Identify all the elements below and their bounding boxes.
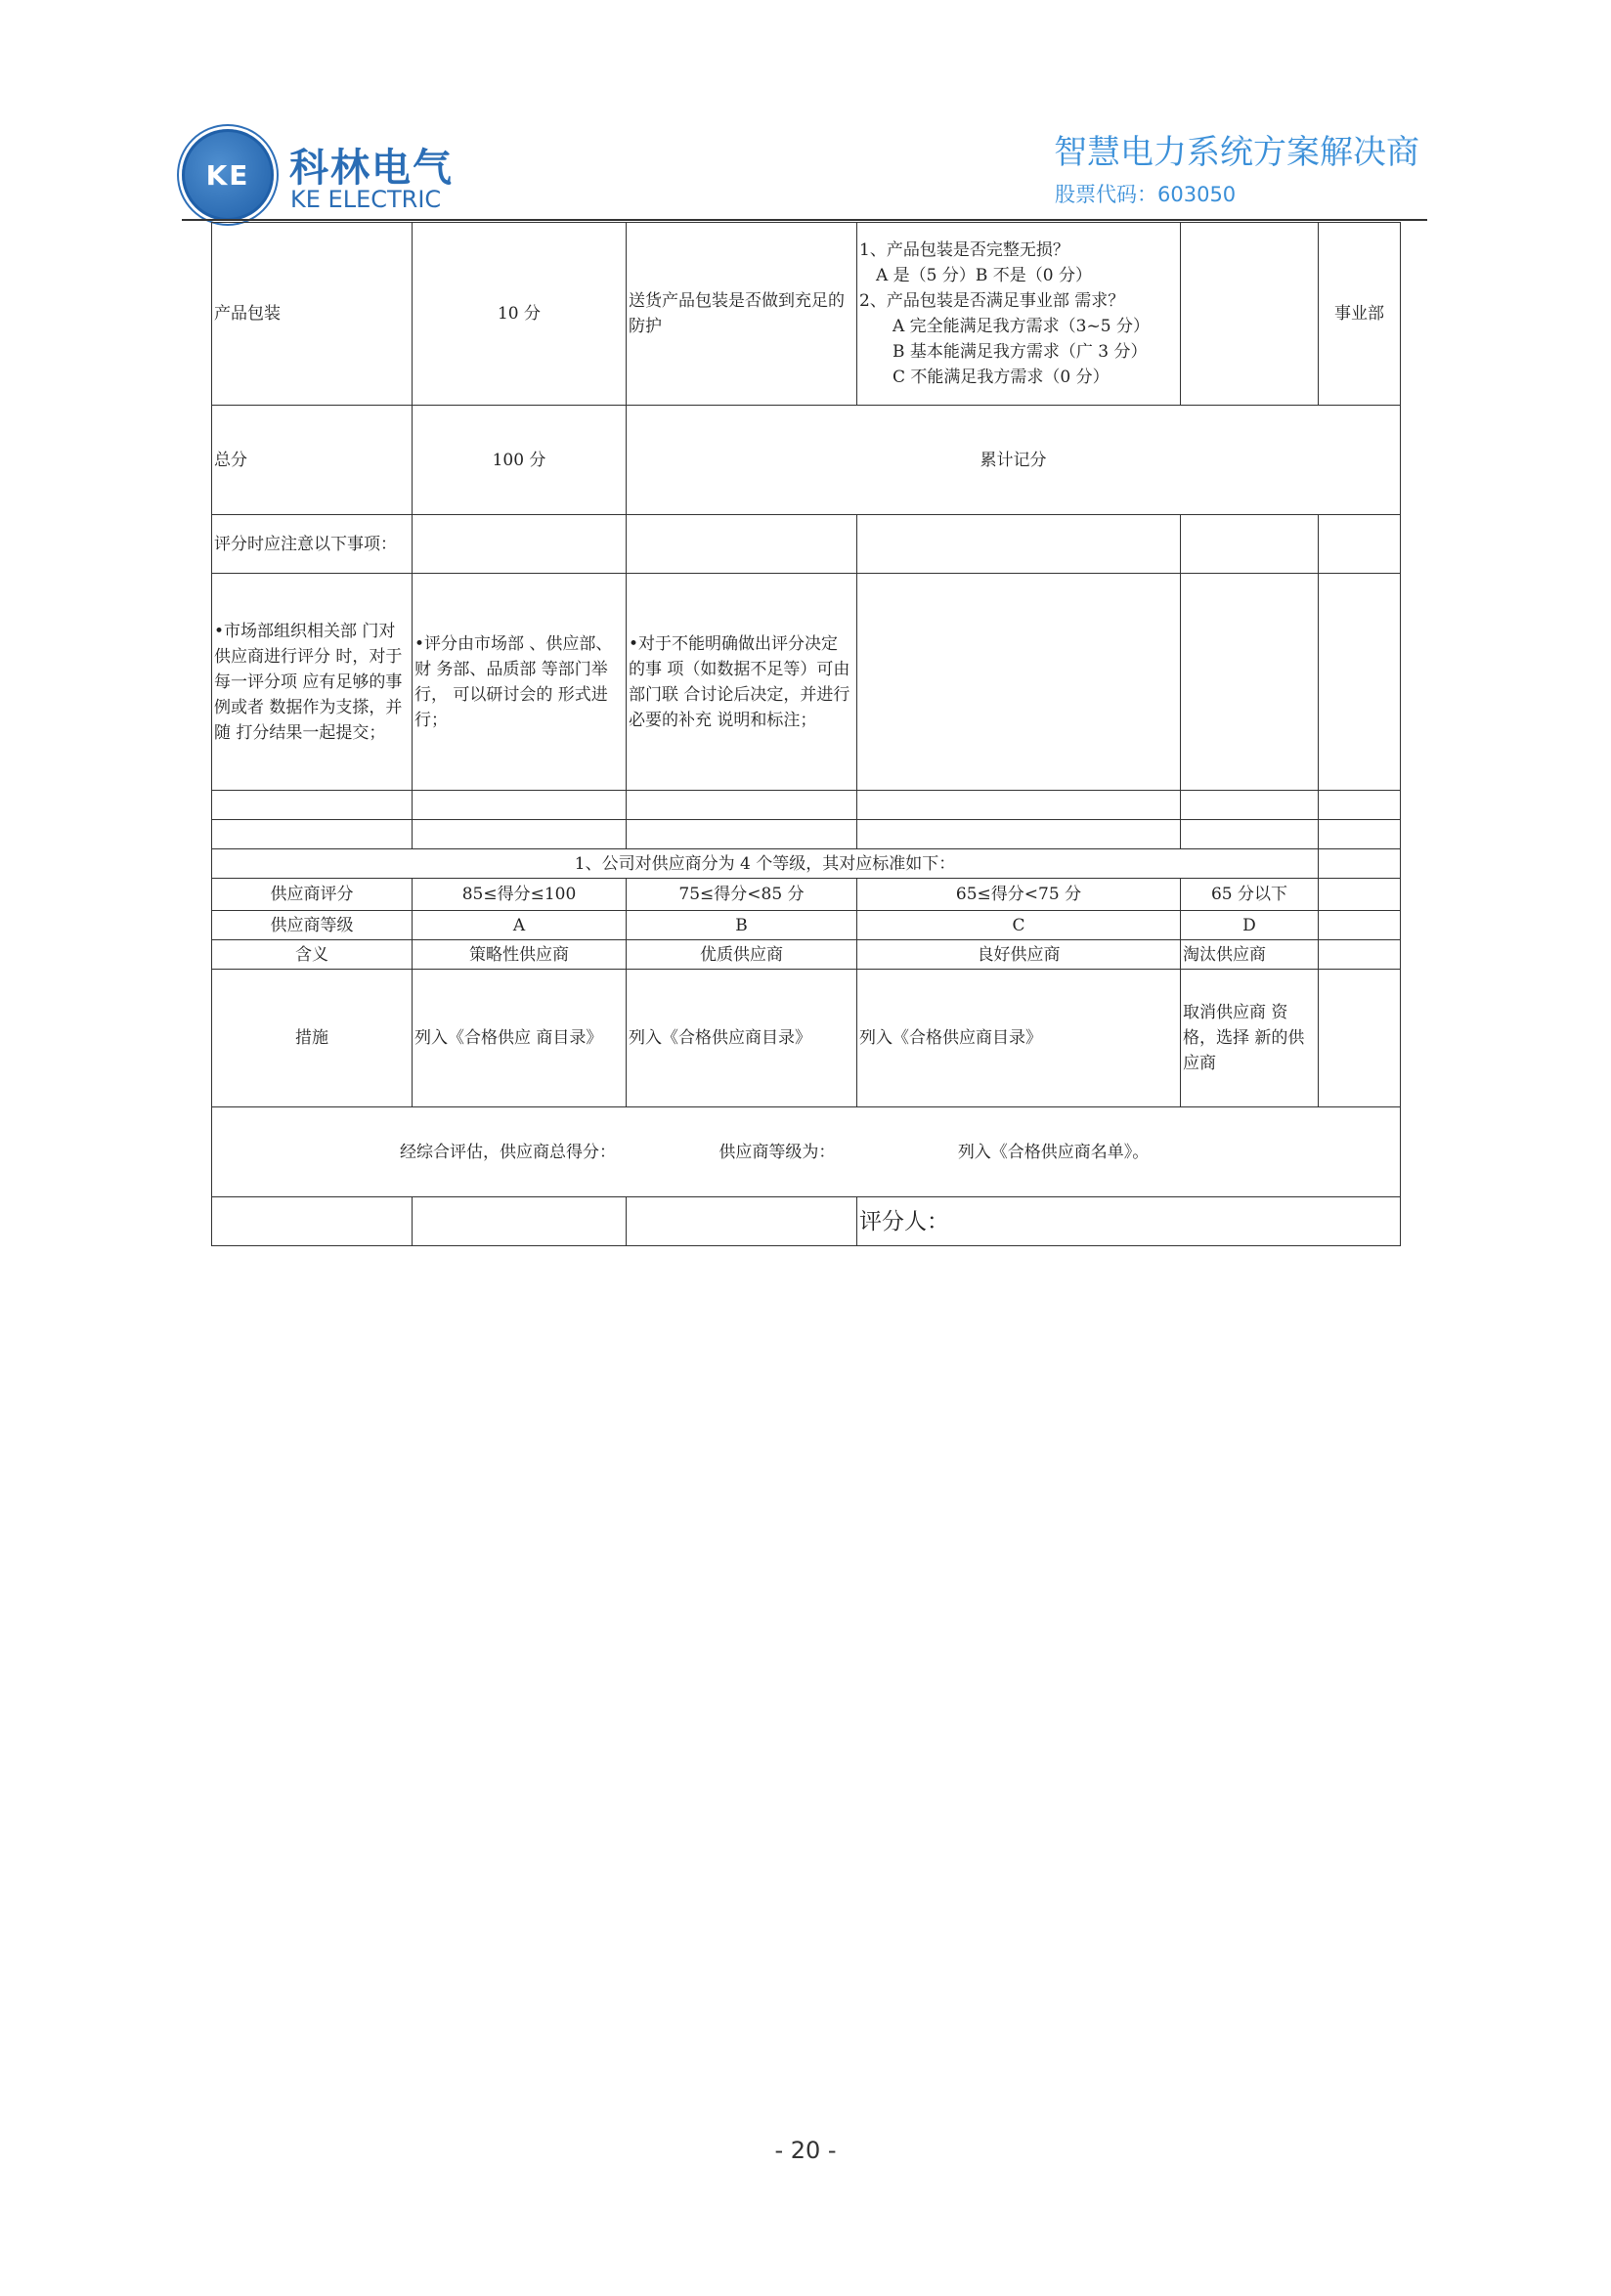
item-cell: 总分: [212, 406, 413, 515]
desc-cell: 送货产品包装是否做到充足的防护: [627, 223, 857, 406]
criteria-line: B 基本能满足我方需求（广 3 分）: [859, 342, 1148, 362]
grade-value: B: [627, 911, 857, 940]
table-row-grade: [212, 879, 1401, 911]
notes-title: 评分时应注意以下事项：: [212, 515, 413, 574]
grade-value: D: [1181, 911, 1319, 940]
criteria-line: A 是（5 分）B 不是（0 分）: [859, 266, 1093, 285]
header-divider: [182, 219, 1427, 221]
empty-cell: [212, 820, 413, 849]
summary-cell: [212, 1107, 1401, 1197]
grade-value: 取消供应商 资格，选择 新的供应商: [1181, 970, 1319, 1107]
empty-cell: [1181, 820, 1319, 849]
supplier-evaluation-table: [211, 222, 1401, 1246]
empty-cell: [1319, 879, 1401, 911]
table-row-summary: [212, 1107, 1401, 1197]
table-row-grade: [212, 940, 1401, 970]
dept-cell: 事业部: [1319, 223, 1401, 406]
empty-cell: [413, 1197, 627, 1246]
empty-cell: [857, 515, 1181, 574]
grade-value: 列入《合格供应商目录》: [627, 970, 857, 1107]
empty-cell: [1319, 791, 1401, 820]
logo-text: KE: [205, 159, 250, 192]
empty-cell: [1319, 515, 1401, 574]
note-cell: •评分由市场部 、供应部、财 务部、品质部 等部门举行， 可以研讨会的 形式进行；: [413, 574, 627, 791]
table-row-empty: [212, 820, 1401, 849]
empty-cell: [627, 1197, 857, 1246]
empty-cell: [627, 515, 857, 574]
empty-cell: [627, 791, 857, 820]
empty-cell: [1181, 223, 1319, 406]
criteria-cell: [857, 223, 1181, 406]
table-row-packaging: [212, 223, 1401, 406]
company-name-cn: 科林电气: [289, 146, 454, 191]
empty-cell: [1319, 940, 1401, 970]
grade-value: 良好供应商: [857, 940, 1181, 970]
empty-cell: [1319, 820, 1401, 849]
criteria-line: 1、产品包装是否完整无损？: [859, 240, 1069, 260]
summary-total: 经综合评估，供应商总得分：: [400, 1142, 616, 1162]
grade-value: 淘汰供应商: [1181, 940, 1319, 970]
empty-cell: [1181, 791, 1319, 820]
empty-cell: [1181, 515, 1319, 574]
grade-intro: 1、公司对供应商分为 4 个等级，其对应标准如下：: [212, 849, 1319, 879]
table-row-grade: [212, 911, 1401, 940]
table-row-notes: [212, 574, 1401, 791]
table-row-notes-title: [212, 515, 1401, 574]
summary-list: 列入《合格供应商名单》。: [957, 1142, 1150, 1162]
table-row-grade: [212, 970, 1401, 1107]
grade-label: 措施: [212, 970, 413, 1107]
grade-value: C: [857, 911, 1181, 940]
grade-value: 65 分以下: [1181, 879, 1319, 911]
grade-value: 65≤得分<75 分: [857, 879, 1181, 911]
grade-label: 含义: [212, 940, 413, 970]
note-cell: •市场部组织相关部 门对供应商进行评分 时，对于每一评分项 应有足够的事例或者 数据作为支搽，并随 打分结果一起提交；: [212, 574, 413, 791]
grade-value: 优质供应商: [627, 940, 857, 970]
table-row-rater: [212, 1197, 1401, 1246]
company-logo: [182, 129, 274, 221]
slogan: 智慧电力系统方案解决商: [1054, 133, 1419, 172]
grade-label: 供应商评分: [212, 879, 413, 911]
grade-value: 策略性供应商: [413, 940, 627, 970]
empty-cell: [413, 791, 627, 820]
criteria-line: 2、产品包装是否满足事业部 需求？: [859, 291, 1125, 311]
empty-cell: [413, 820, 627, 849]
company-name-en: KE ELECTRIC: [290, 186, 442, 213]
table-row-grade-intro: [212, 849, 1401, 879]
item-cell: 产品包装: [212, 223, 413, 406]
note-cell: •对于不能明确做出评分决定的事 项（如数据不足等）可由部门联 合讨论后决定，并进行必要的补充 说明和标注；: [627, 574, 857, 791]
table-row-total: [212, 406, 1401, 515]
criteria-line: A 完全能满足我方需求（3~5 分）: [859, 317, 1150, 336]
rater-label: 评分人：: [857, 1197, 1401, 1246]
stock-code: 股票代码：603050: [1055, 183, 1237, 206]
empty-cell: [1181, 574, 1319, 791]
grade-label: 供应商等级: [212, 911, 413, 940]
grade-value: 85≤得分≤100: [413, 879, 627, 911]
criteria-line: C 不能满足我方需求（0 分）: [859, 368, 1110, 387]
table-row-empty: [212, 791, 1401, 820]
empty-cell: [413, 515, 627, 574]
grade-value: A: [413, 911, 627, 940]
empty-cell: [857, 820, 1181, 849]
empty-cell: [1319, 911, 1401, 940]
grade-value: 列入《合格供应 商目录》: [413, 970, 627, 1107]
score-cell: 10 分: [413, 223, 627, 406]
method-cell: 累计记分: [627, 406, 1401, 515]
empty-cell: [627, 820, 857, 849]
grade-value: 列入《合格供应商目录》: [857, 970, 1181, 1107]
empty-cell: [1319, 574, 1401, 791]
empty-cell: [857, 574, 1181, 791]
empty-cell: [212, 1197, 413, 1246]
summary-grade: 供应商等级为：: [718, 1142, 836, 1162]
empty-cell: [1319, 970, 1401, 1107]
score-cell: 100 分: [413, 406, 627, 515]
empty-cell: [1319, 849, 1401, 879]
empty-cell: [212, 791, 413, 820]
grade-value: 75≤得分<85 分: [627, 879, 857, 911]
empty-cell: [857, 791, 1181, 820]
page-number: - 20 -: [774, 2137, 837, 2164]
